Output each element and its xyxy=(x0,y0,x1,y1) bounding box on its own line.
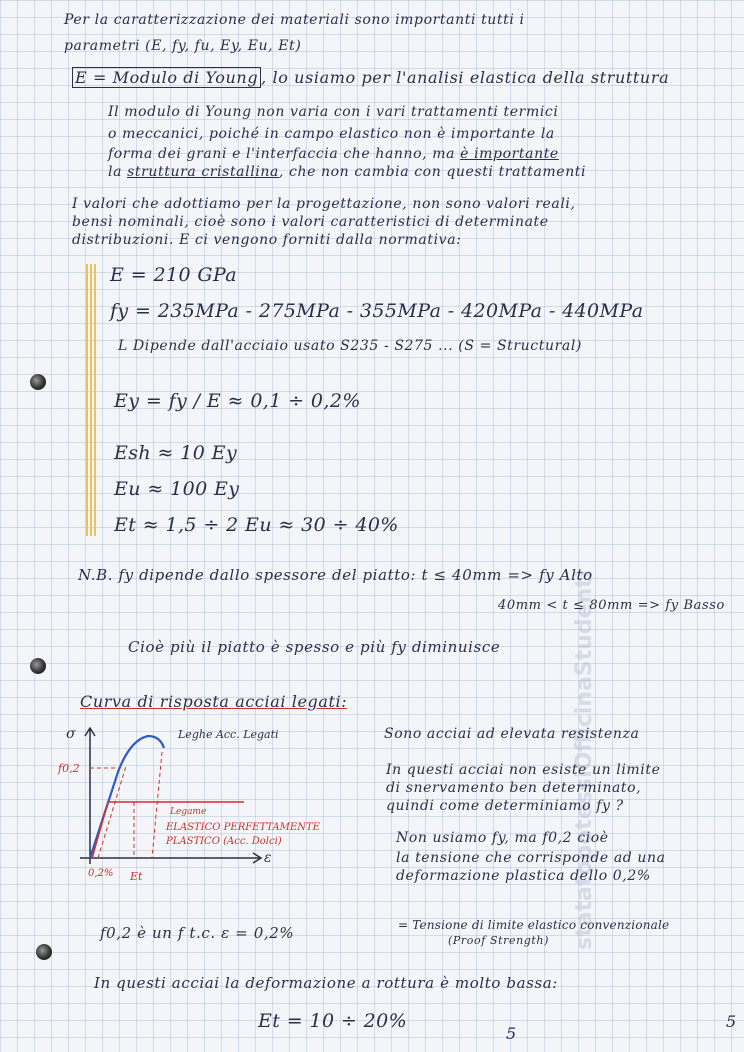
legati-end-dashed xyxy=(152,752,162,858)
def-f02: f0,2 è un f t.c. ε = 0,2% xyxy=(100,924,295,942)
young-p3-text: forma dei grani e l'interfaccia che hanno, ma xyxy=(108,146,461,162)
page-number-corner: 5 xyxy=(726,1012,737,1031)
young-p4 xyxy=(108,164,586,180)
def-proof: (Proof Strength) xyxy=(448,934,550,947)
legend-leghe: Leghe Acc. Legati xyxy=(178,728,279,741)
def-tension: = Tensione di limite elastico convenzionale xyxy=(398,918,670,932)
nb-line-2: 40mm < t ≤ 80mm => fy Basso xyxy=(498,598,725,613)
formula-et: Et ≈ 1,5 ÷ 2 Eu ≈ 30 ÷ 40% xyxy=(114,514,399,536)
valori-line-1: I valori che adottiamo per la progettazione, non sono valori reali, xyxy=(72,196,576,212)
young-heading xyxy=(72,68,669,87)
offset-line xyxy=(98,766,126,858)
sigma-label: σ xyxy=(66,726,76,742)
highlight-bar-2 xyxy=(90,264,92,536)
intro-line-2: parametri (E, fy, fu, Ey, Eu, Et) xyxy=(64,38,302,54)
eps-label: ε xyxy=(264,850,272,866)
young-p2: o meccanici, poiché in campo elastico non è importante la xyxy=(108,126,555,142)
legend-small: Legame xyxy=(170,807,207,817)
watermark: statatopotessiOfficinaStudenti xyxy=(572,569,597,950)
young-p4-emphasis: struttura cristallina xyxy=(127,164,279,180)
formula-E: E = 210 GPa xyxy=(110,264,238,286)
nb-line-1: N.B. fy dipende dallo spessore del piatto: t ≤ 40mm => fy Alto xyxy=(78,566,593,584)
formula-depends: L Dipende dall'acciaio usato S235 - S275 ... (S = Structural) xyxy=(118,338,582,354)
young-p4-c: , che non cambia con questi trattamenti xyxy=(278,164,587,180)
formula-fy: fy = 235MPa - 275MPa - 355MPa - 420MPa - 440MPa xyxy=(110,300,644,322)
x-label-et: Et xyxy=(130,870,143,883)
highlight-bar-1 xyxy=(86,264,88,536)
bottom-line-3: Et = 10 ÷ 20% xyxy=(258,1010,408,1032)
curva-title: Curva di risposta acciai legati: xyxy=(80,692,348,711)
young-p3 xyxy=(108,146,559,162)
curve-acc-legati xyxy=(90,736,164,858)
binder-hole-2 xyxy=(30,658,46,674)
formula-eu: Eu ≈ 100 Ey xyxy=(114,478,240,500)
right-text-1: Sono acciai ad elevata resistenza xyxy=(384,726,640,742)
right-text-6: la tensione che corrisponde ad una xyxy=(396,850,666,866)
binder-hole-3 xyxy=(36,944,52,960)
highlight-bar-3 xyxy=(94,264,96,536)
x-label-02: 0,2% xyxy=(88,868,114,879)
right-text-4: quindi come determiniamo fy ? xyxy=(386,798,624,814)
intro-line-1: Per la caratterizzazione dei materiali sono importanti tutti i xyxy=(64,12,525,28)
right-text-3: di snervamento ben determinato, xyxy=(386,780,642,796)
valori-line-3: distribuzioni. E ci vengono forniti dalla normativa: xyxy=(72,232,462,248)
bottom-line-2: In questi acciai la deformazione a rottura è molto bassa: xyxy=(94,974,558,992)
formula-ey: Ey = fy / E ≈ 0,1 ÷ 0,2% xyxy=(114,390,361,412)
right-text-7: deformazione plastica dello 0,2% xyxy=(396,868,651,884)
label-red-2: PLASTICO (Acc. Dolci) xyxy=(166,836,282,847)
nb-line-3: Cioè più il piatto è spesso e più fy diminuisce xyxy=(128,638,501,656)
right-text-2: In questi acciai non esiste un limite xyxy=(386,762,661,778)
young-p4-a: la xyxy=(108,164,128,180)
f02-label: f0,2 xyxy=(58,762,80,775)
young-p1: Il modulo di Young non varia con i vari trattamenti termici xyxy=(108,104,559,120)
page-number-center: 5 xyxy=(506,1024,517,1043)
valori-line-2: bensì nominali, cioè sono i valori caratteristici di determinate xyxy=(72,214,549,230)
label-red-1: ELASTICO PERFETTAMENTE xyxy=(166,822,320,833)
young-heading-rest: , lo usiamo per l'analisi elastica della struttura xyxy=(261,68,670,87)
formula-esh: Esh ≈ 10 Ey xyxy=(114,442,238,464)
binder-hole-1 xyxy=(30,374,46,390)
right-text-5: Non usiamo fy, ma f0,2 cioè xyxy=(396,830,609,846)
stress-strain-diagram xyxy=(56,718,356,888)
young-term: E = Modulo di Young xyxy=(72,67,261,88)
young-p3-emphasis: è importante xyxy=(460,146,559,162)
